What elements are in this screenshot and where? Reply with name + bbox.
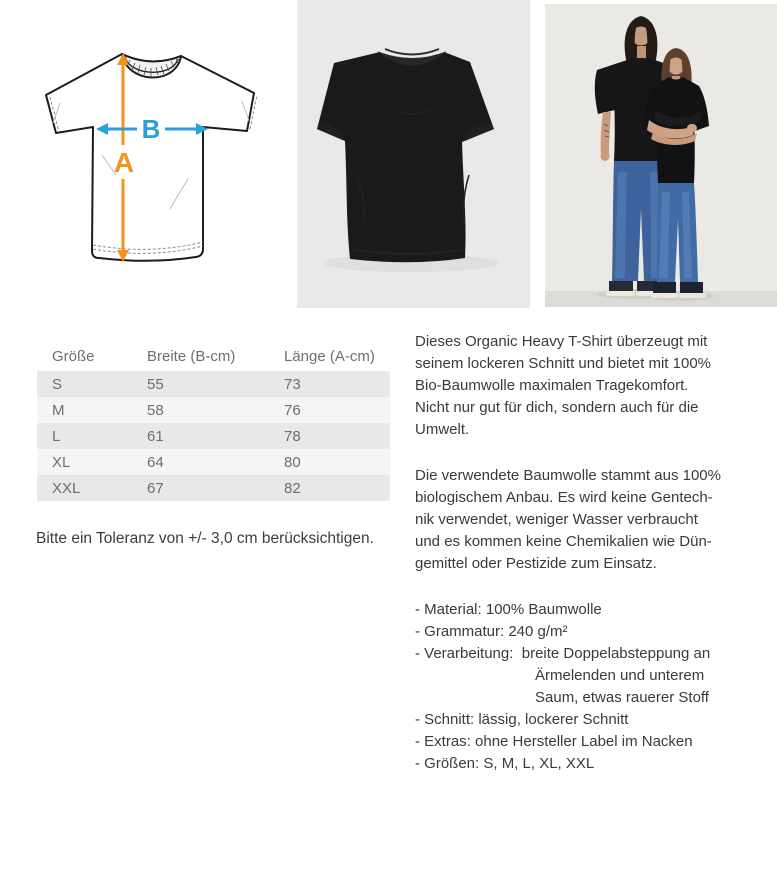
size-cell: 58 [147, 397, 284, 423]
bullet-grammatur: - Grammatur: 240 g/m² [415, 623, 568, 640]
header-cell-length: Länge (A-cm) [284, 342, 390, 371]
length-label: A [113, 147, 135, 178]
size-row-m [37, 397, 390, 423]
size-row-l [37, 423, 390, 449]
bullet-verarbeitung-cont: Saum, etwas rauerer Stoff [535, 689, 709, 706]
size-cell: 76 [284, 397, 390, 423]
size-table-header-row [37, 342, 390, 371]
description-paragraph-1 [415, 331, 777, 441]
black-tshirt-photo [297, 0, 530, 308]
size-row-s [37, 371, 390, 397]
tshirt-measurement-diagram [20, 33, 280, 289]
description-line: nik verwendet, weniger Wasser verbraucht [415, 511, 698, 528]
size-cell: 82 [284, 475, 390, 501]
size-diagram-image[interactable] [20, 33, 280, 289]
size-cell: 64 [147, 449, 284, 475]
size-row-xxl [37, 475, 390, 501]
description-line: Umwelt. [415, 421, 470, 438]
product-photo-flat[interactable] [297, 0, 530, 308]
product-description [415, 331, 777, 775]
size-table [37, 342, 390, 501]
bullet-material: - Material: 100% Baumwolle [415, 601, 602, 618]
size-cell: 78 [284, 423, 390, 449]
tolerance-note: Bitte ein Toleranz von +/- 3,0 cm berücksichtigen. [36, 530, 374, 547]
size-cell: S [37, 371, 147, 397]
description-line: Nicht nur gut für dich, sondern auch für die [415, 399, 699, 416]
description-line: und es kommen keine Chemikalien wie Dün- [415, 533, 712, 550]
description-line: Dieses Organic Heavy T-Shirt überzeugt mit [415, 333, 708, 350]
bullet-schnitt: - Schnitt: lässig, lockerer Schnitt [415, 711, 629, 728]
shirt-outline [46, 54, 254, 261]
description-line: gemittel oder Pestizide zum Einsatz. [415, 555, 657, 572]
size-cell: 67 [147, 475, 284, 501]
models-wearing-tshirts-photo [545, 4, 777, 307]
description-paragraph-2 [415, 465, 777, 575]
bullet-verarbeitung-cont: Ärmelenden und unterem [535, 667, 705, 684]
bullet-groessen: - Größen: S, M, L, XL, XXL [415, 755, 595, 772]
description-bullet-list [415, 599, 777, 775]
size-cell: 61 [147, 423, 284, 449]
header-cell-width: Breite (B-cm) [147, 342, 284, 371]
description-line: biologischem Anbau. Es wird keine Gentech- [415, 489, 713, 506]
size-cell: L [37, 423, 147, 449]
product-photo-models[interactable] [545, 4, 777, 307]
size-cell: 80 [284, 449, 390, 475]
bullet-extras: - Extras: ohne Hersteller Label im Nacken [415, 733, 693, 750]
size-cell: M [37, 397, 147, 423]
size-cell: 55 [147, 371, 284, 397]
size-cell: 73 [284, 371, 390, 397]
width-label: B [141, 114, 161, 144]
description-line: Die verwendete Baumwolle stammt aus 100% [415, 467, 721, 484]
header-cell-size: Größe [37, 342, 147, 371]
description-line: seinem lockeren Schnitt und bietet mit 100% [415, 355, 711, 372]
bullet-verarbeitung: - Verarbeitung: breite Doppelabsteppung an [415, 645, 711, 662]
size-cell: XL [37, 449, 147, 475]
size-row-xl [37, 449, 390, 475]
description-line: Bio-Baumwolle maximalen Tragekomfort. [415, 377, 689, 394]
size-cell: XXL [37, 475, 147, 501]
